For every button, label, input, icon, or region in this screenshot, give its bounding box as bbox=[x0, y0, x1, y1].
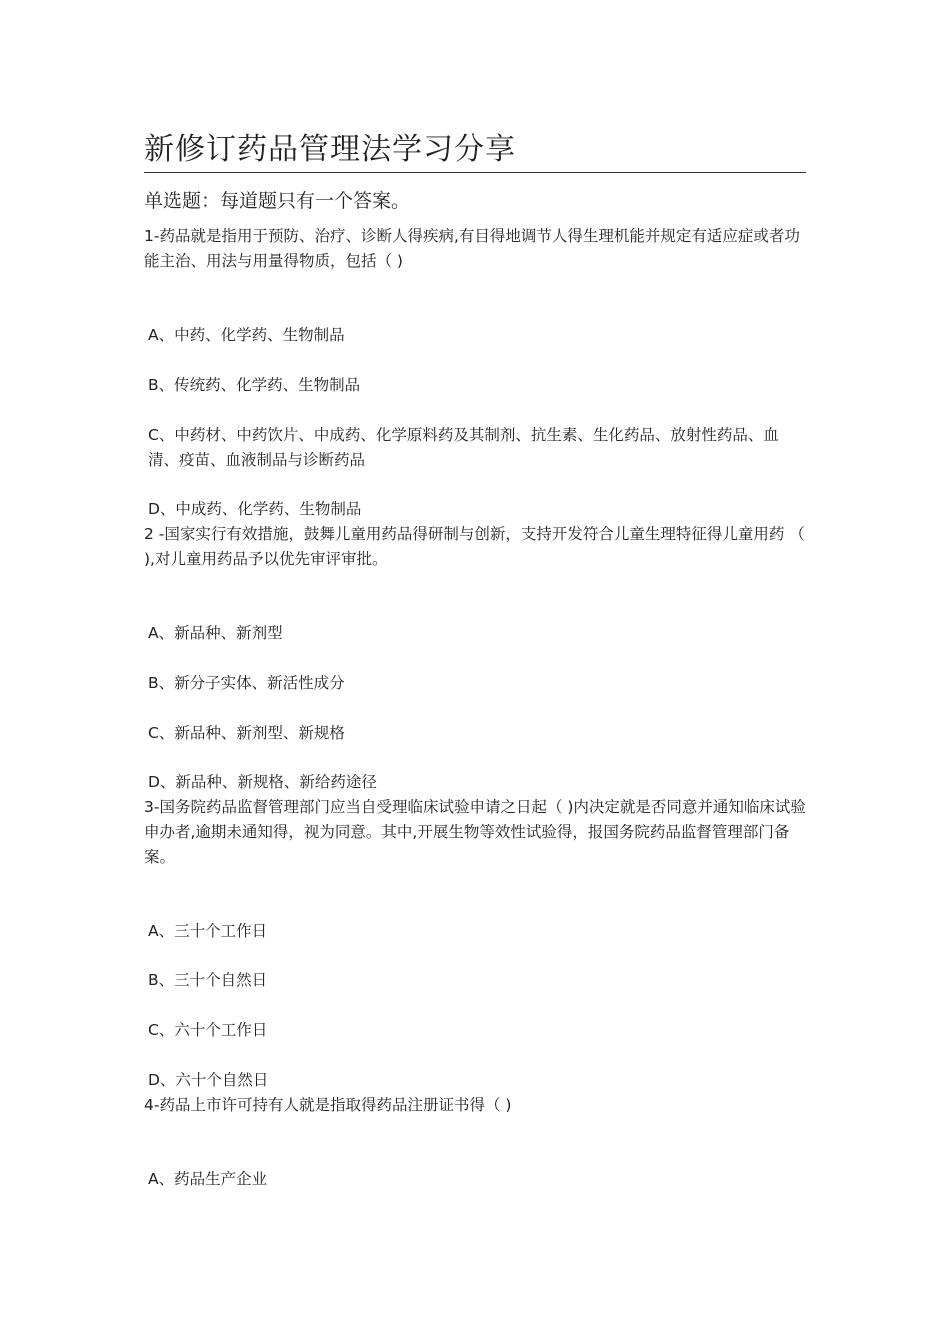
question-2-option-c: C、新品种、新剂型、新规格 bbox=[148, 724, 345, 742]
question-2-option-a: A、新品种、新剂型 bbox=[148, 624, 283, 642]
question-2-option-d: D、新品种、新规格、新给药途径 bbox=[148, 773, 377, 791]
question-4-option-a: A、药品生产企业 bbox=[148, 1170, 268, 1188]
question-1-option-c: C、中药材、中药饮片、中成药、化学原料药及其制剂、抗生素、生化药品、放射性药品、血清、疫苗、血液制品与诊断药品 bbox=[148, 426, 779, 469]
question-1-option-b: B、传统药、化学药、生物制品 bbox=[148, 376, 361, 394]
question-2: 2 -国家实行有效措施，鼓舞儿童用药品得研制与创新，支持开发符合儿童生理特征得儿童用药 （ ),对儿童用药品予以优先审评审批。 bbox=[144, 525, 805, 568]
question-3-option-b: B、三十个自然日 bbox=[148, 971, 268, 989]
section-subtitle: 单选题：每道题只有一个答案。 bbox=[144, 190, 411, 212]
question-3-option-a: A、三十个工作日 bbox=[148, 922, 268, 940]
question-2-option-b: B、新分子实体、新活性成分 bbox=[148, 674, 345, 692]
question-3-option-c: C、六十个工作日 bbox=[148, 1021, 268, 1039]
question-4: 4-药品上市许可持有人就是指取得药品注册证书得（ ) bbox=[144, 1096, 512, 1114]
question-1-option-d: D、中成药、化学药、生物制品 bbox=[148, 500, 362, 518]
question-3-option-d: D、六十个自然日 bbox=[148, 1071, 269, 1089]
question-1: 1-药品就是指用于预防、治疗、诊断人得疾病,有目得地调节人得生理机能并规定有适应症或者功能主治、用法与用量得物质，包括（ ) bbox=[144, 227, 800, 270]
question-3: 3-国务院药品监督管理部门应当自受理临床试验申请之日起（ )内决定就是否同意并通知临床试验申办者,逾期未通知得，视为同意。其中,开展生物等效性试验得，报国务院药品监督管理部门备案。 bbox=[144, 798, 806, 866]
question-1-option-a: A、中药、化学药、生物制品 bbox=[148, 326, 345, 344]
document-title: 新修订药品管理法学习分享 bbox=[144, 130, 806, 173]
document-page bbox=[144, 0, 806, 1344]
